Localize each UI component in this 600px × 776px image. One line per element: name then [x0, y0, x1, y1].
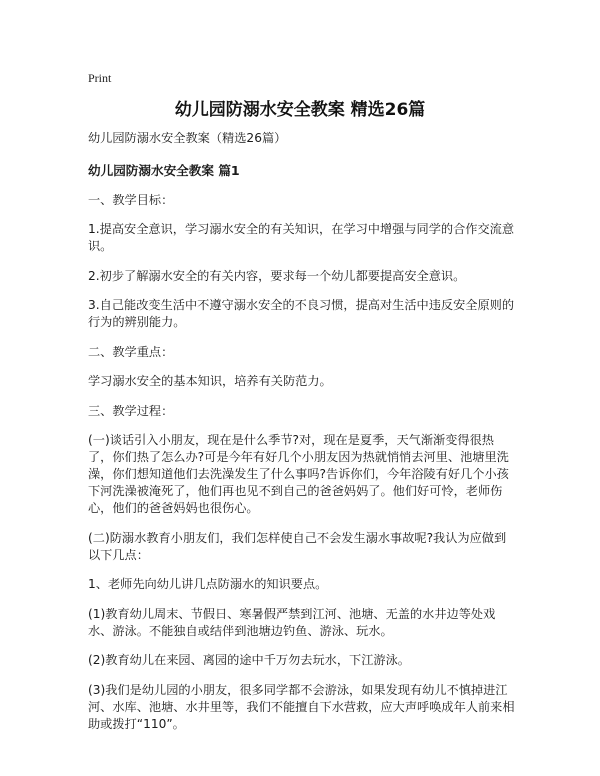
paragraph: (2)教育幼儿在来园、离园的途中千万勿去玩水，下江游泳。	[88, 653, 410, 667]
paragraph: 2.初步了解溺水安全的有关内容，要求每一个幼儿都要提高安全意识。	[88, 268, 466, 283]
document-subtitle: 幼儿园防溺水安全教案（精选26篇）	[88, 131, 287, 145]
print-label[interactable]: Print	[88, 71, 112, 85]
paragraph: 1.提高安全意识，学习溺水安全的有关知识，在学习中增强与同学的合作交流意识。	[88, 222, 515, 253]
section-heading: 幼儿园防溺水安全教案 篇1	[88, 163, 240, 178]
document-body	[88, 130, 516, 745]
paragraph: 三、教学过程：	[88, 403, 174, 418]
paragraph: (1)教育幼儿周末、节假日、寒暑假严禁到江河、池塘、无盖的水井边等处戏水、游泳。不能独自或结伴到池塘边钓鱼、游泳、玩水。	[88, 606, 496, 638]
document-title: 幼儿园防溺水安全教案 精选26篇	[174, 100, 426, 120]
paragraph: 1、老师先向幼儿讲几点防溺水的知识要点。	[88, 577, 328, 591]
paragraph: (二)防溺水教育小朋友们，我们怎样使自己不会发生溺水事故呢?我认为应做到以下几点：	[88, 530, 507, 562]
paragraph: 二、教学重点：	[88, 344, 174, 359]
paragraph: (一)谈话引入小朋友，现在是什么季节?对，现在是夏季，天气渐渐变得很热了，你们热了怎么办?可是今年有好几个小朋友因为热就悄悄去河里、池塘里洗澡，你们想知道他们去洗澡发生了什么事吗?告诉你们，今年浴陵有好几个小孩下河洗澡被淹死了，他们再也见不到自己的爸爸妈妈了。他们好可怜，老师伤心，他们的爸爸妈妈也很伤心。	[88, 433, 509, 515]
paragraph: 一、教学目标：	[88, 192, 174, 207]
paragraph: (3)我们是幼儿园的小朋友，很多同学都不会游泳，如果发现有幼儿不慎掉进江河、水库、池塘、水井里等，我们不能擅自下水营救，应大声呼唤成年人前来相助或拨打“110”。	[88, 682, 515, 731]
paragraph: 学习溺水安全的基本知识，培养有关防范力。	[88, 374, 332, 388]
paragraph: 3.自己能改变生活中不遵守溺水安全的不良习惯，提高对生活中违反安全原则的行为的辨别能力。	[88, 298, 515, 329]
